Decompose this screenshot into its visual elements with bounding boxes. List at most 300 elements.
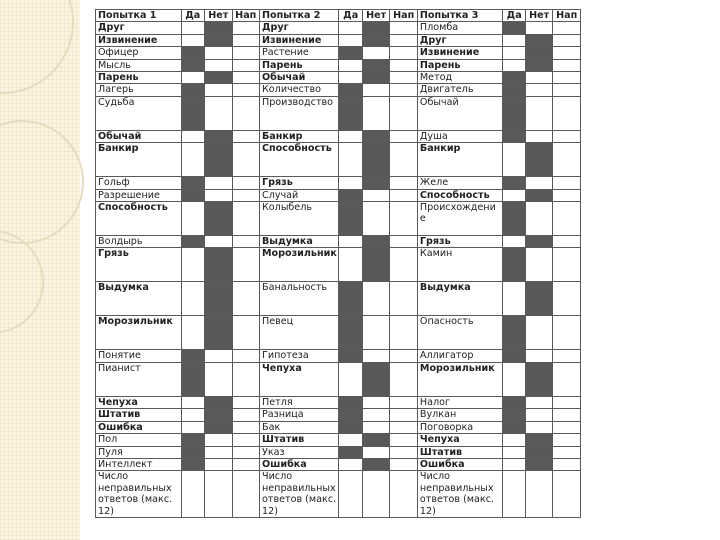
answer-cell [232, 248, 260, 282]
answer-cell [503, 34, 525, 46]
word-cell: Штатив [260, 434, 339, 446]
table-row [96, 130, 581, 142]
answer-cell [205, 177, 233, 189]
word-cell: Желе [417, 177, 503, 189]
answer-cell [390, 236, 418, 248]
answer-cell [339, 362, 362, 396]
filled-answer-cell [205, 248, 233, 282]
answer-cell [553, 130, 581, 142]
word-cell: Штатив [96, 409, 182, 421]
answer-cell [553, 434, 581, 446]
filled-answer-cell [339, 409, 362, 421]
answer-cell [339, 72, 362, 84]
answer-cell [390, 282, 418, 316]
word-cell: Ошибка [417, 458, 503, 470]
table-row [96, 248, 581, 282]
word-cell: Опасность [417, 316, 503, 350]
answer-cell [181, 34, 204, 46]
answer-cell [390, 59, 418, 71]
filled-answer-cell [525, 282, 553, 316]
answer-cell [181, 72, 204, 84]
word-cell: Судьба [96, 96, 182, 130]
filled-answer-cell [503, 350, 525, 362]
table-row [96, 316, 581, 350]
filled-answer-cell [181, 96, 204, 130]
filled-answer-cell [362, 177, 390, 189]
word-cell: Грязь [260, 177, 339, 189]
filled-answer-cell [503, 316, 525, 350]
answer-cell [232, 350, 260, 362]
answer-cell [362, 446, 390, 458]
answer-cell [390, 84, 418, 96]
filled-answer-cell [205, 72, 233, 84]
answer-cell [525, 72, 553, 84]
word-cell: Обычай [96, 130, 182, 142]
answer-cell [553, 316, 581, 350]
answer-cell [390, 202, 418, 236]
filled-answer-cell [181, 84, 204, 96]
filled-answer-cell [181, 458, 204, 470]
footer-label-2: Число неправильных ответов (макс. 12) [260, 471, 339, 518]
word-cell: Метод [417, 72, 503, 84]
word-cell: Вулкан [417, 409, 503, 421]
answer-cell [205, 350, 233, 362]
answer-cell [553, 47, 581, 59]
filled-answer-cell [339, 316, 362, 350]
word-cell: Банкир [260, 130, 339, 142]
word-cell: Друг [260, 22, 339, 34]
filled-answer-cell [503, 22, 525, 34]
word-cell: Интеллект [96, 458, 182, 470]
word-cell: Способность [96, 202, 182, 236]
answer-cell [553, 96, 581, 130]
answer-cell [390, 316, 418, 350]
filled-answer-cell [362, 458, 390, 470]
answer-cell [362, 84, 390, 96]
word-cell: Способность [260, 143, 339, 177]
answer-cell [503, 446, 525, 458]
table-row [96, 236, 581, 248]
answer-cell [525, 177, 553, 189]
filled-answer-cell [339, 350, 362, 362]
filled-answer-cell [362, 34, 390, 46]
answer-cell [553, 421, 581, 433]
filled-answer-cell [525, 236, 553, 248]
word-cell: Налог [417, 396, 503, 408]
word-cell: Бак [260, 421, 339, 433]
answer-cell [339, 471, 362, 518]
word-cell: Офицер [96, 47, 182, 59]
word-cell: Волдырь [96, 236, 182, 248]
answer-cell [553, 202, 581, 236]
answer-cell [181, 316, 204, 350]
answer-cell [553, 350, 581, 362]
answer-cell [362, 47, 390, 59]
answer-cell [390, 362, 418, 396]
filled-answer-cell [362, 59, 390, 71]
word-cell: Мысль [96, 59, 182, 71]
answer-cell [553, 34, 581, 46]
footer-label-1: Число неправильных ответов (макс. 12) [96, 471, 182, 518]
answer-cell [339, 236, 362, 248]
answer-cell [181, 248, 204, 282]
filled-answer-cell [181, 59, 204, 71]
filled-answer-cell [205, 396, 233, 408]
filled-answer-cell [181, 362, 204, 396]
word-cell: Выдумка [96, 282, 182, 316]
answer-cell [232, 236, 260, 248]
answer-cell [205, 362, 233, 396]
filled-answer-cell [525, 434, 553, 446]
answer-cell [232, 72, 260, 84]
answer-cell [390, 177, 418, 189]
table-row [96, 34, 581, 46]
word-cell: Чепуха [417, 434, 503, 446]
footer-label-3: Число неправильных ответов (макс. 12) [417, 471, 503, 518]
word-cell: Друг [417, 34, 503, 46]
answer-cell [390, 96, 418, 130]
word-cell: Аллигатор [417, 350, 503, 362]
answer-cell [553, 143, 581, 177]
filled-answer-cell [503, 202, 525, 236]
answer-cell [525, 421, 553, 433]
word-cell: Количество [260, 84, 339, 96]
filled-answer-cell [503, 248, 525, 282]
answer-cell [390, 350, 418, 362]
table-row [96, 96, 581, 130]
answer-cell [503, 434, 525, 446]
header-no: Нет [362, 10, 390, 22]
filled-answer-cell [339, 189, 362, 201]
word-cell: Пуля [96, 446, 182, 458]
word-cell: Душа [417, 130, 503, 142]
filled-answer-cell [525, 458, 553, 470]
test-answer-table [95, 9, 581, 518]
header-nap: Нап [232, 10, 260, 22]
answer-cell [503, 282, 525, 316]
answer-cell [553, 177, 581, 189]
answer-cell [362, 282, 390, 316]
answer-cell [232, 434, 260, 446]
word-cell: Растение [260, 47, 339, 59]
filled-answer-cell [503, 84, 525, 96]
answer-cell [525, 202, 553, 236]
filled-answer-cell [205, 409, 233, 421]
filled-answer-cell [181, 350, 204, 362]
answer-cell [339, 22, 362, 34]
answer-cell [205, 47, 233, 59]
header-yes: Да [503, 10, 525, 22]
answer-cell [232, 471, 260, 518]
filled-answer-cell [362, 248, 390, 282]
answer-cell [205, 59, 233, 71]
answer-cell [205, 458, 233, 470]
word-cell: Парень [417, 59, 503, 71]
answer-cell [362, 202, 390, 236]
answer-cell [503, 47, 525, 59]
answer-cell [525, 316, 553, 350]
word-cell: Способность [417, 189, 503, 201]
answer-cell [181, 396, 204, 408]
filled-answer-cell [181, 434, 204, 446]
answer-cell [525, 130, 553, 142]
answer-cell [390, 34, 418, 46]
word-cell: Камин [417, 248, 503, 282]
answer-cell [362, 316, 390, 350]
word-cell: Происхождение [417, 202, 503, 236]
answer-cell [525, 96, 553, 130]
filled-answer-cell [525, 446, 553, 458]
answer-cell [553, 362, 581, 396]
answer-cell [232, 130, 260, 142]
header-yes: Да [181, 10, 204, 22]
answer-cell [339, 143, 362, 177]
filled-answer-cell [181, 47, 204, 59]
word-cell: Морозильник [96, 316, 182, 350]
answer-cell [503, 471, 525, 518]
answer-cell [362, 471, 390, 518]
table-header-row [96, 10, 581, 22]
answer-cell [553, 396, 581, 408]
word-cell: Обычай [417, 96, 503, 130]
answer-cell [232, 177, 260, 189]
answer-cell [390, 434, 418, 446]
answer-cell [553, 471, 581, 518]
answer-cell [205, 471, 233, 518]
word-cell: Банкир [417, 143, 503, 177]
word-cell: Указ [260, 446, 339, 458]
filled-answer-cell [503, 130, 525, 142]
word-cell: Обычай [260, 72, 339, 84]
answer-cell [503, 362, 525, 396]
word-cell: Производство [260, 96, 339, 130]
answer-cell [232, 396, 260, 408]
filled-answer-cell [205, 282, 233, 316]
word-cell: Извинение [417, 47, 503, 59]
word-cell: Колыбель [260, 202, 339, 236]
answer-cell [525, 22, 553, 34]
word-cell: Банальность [260, 282, 339, 316]
word-cell: Чепуха [260, 362, 339, 396]
filled-answer-cell [181, 189, 204, 201]
filled-answer-cell [503, 96, 525, 130]
table-row [96, 396, 581, 408]
answer-cell [525, 350, 553, 362]
word-cell: Ошибка [260, 458, 339, 470]
filled-answer-cell [339, 202, 362, 236]
word-cell: Выдумка [260, 236, 339, 248]
word-cell: Случай [260, 189, 339, 201]
table-row [96, 409, 581, 421]
answer-cell [362, 96, 390, 130]
word-cell: Разница [260, 409, 339, 421]
answer-cell [205, 434, 233, 446]
answer-cell [553, 59, 581, 71]
table-row [96, 434, 581, 446]
word-cell: Морозильник [260, 248, 339, 282]
answer-cell [181, 130, 204, 142]
answer-cell [232, 22, 260, 34]
answer-cell [525, 471, 553, 518]
answer-cell [181, 282, 204, 316]
answer-cell [339, 458, 362, 470]
answer-cell [390, 248, 418, 282]
word-cell: Грязь [96, 248, 182, 282]
answer-cell [205, 446, 233, 458]
answer-cell [232, 458, 260, 470]
word-cell: Гипотеза [260, 350, 339, 362]
header-no: Нет [205, 10, 233, 22]
answer-cell [232, 189, 260, 201]
table-row [96, 59, 581, 71]
answer-cell [390, 421, 418, 433]
word-cell: Лагерь [96, 84, 182, 96]
answer-cell [553, 22, 581, 34]
table-row [96, 362, 581, 396]
table-row [96, 22, 581, 34]
answer-cell [553, 458, 581, 470]
filled-answer-cell [205, 202, 233, 236]
word-cell: Пианист [96, 362, 182, 396]
answer-cell [232, 143, 260, 177]
answer-cell [553, 84, 581, 96]
filled-answer-cell [339, 396, 362, 408]
table-row [96, 189, 581, 201]
answer-cell [553, 248, 581, 282]
answer-cell [390, 409, 418, 421]
answer-cell [525, 248, 553, 282]
filled-answer-cell [525, 34, 553, 46]
word-cell: Поговорка [417, 421, 503, 433]
answer-cell [390, 143, 418, 177]
word-cell: Выдумка [417, 282, 503, 316]
answer-cell [205, 236, 233, 248]
filled-answer-cell [362, 236, 390, 248]
answer-cell [525, 84, 553, 96]
filled-answer-cell [362, 130, 390, 142]
answer-cell [553, 236, 581, 248]
answer-cell [553, 282, 581, 316]
answer-cell [232, 316, 260, 350]
filled-answer-cell [181, 236, 204, 248]
word-cell: Двигатель [417, 84, 503, 96]
answer-cell [362, 396, 390, 408]
answer-cell [390, 72, 418, 84]
answer-cell [232, 34, 260, 46]
filled-answer-cell [362, 143, 390, 177]
word-cell: Извинение [96, 34, 182, 46]
table-row [96, 47, 581, 59]
footer-row [96, 471, 581, 518]
answer-cell [362, 421, 390, 433]
answer-cell [503, 143, 525, 177]
answer-cell [553, 189, 581, 201]
word-cell: Грязь [417, 236, 503, 248]
filled-answer-cell [339, 47, 362, 59]
filled-answer-cell [362, 22, 390, 34]
answer-cell [503, 59, 525, 71]
answer-cell [232, 202, 260, 236]
answer-cell [390, 396, 418, 408]
word-cell: Пол [96, 434, 182, 446]
filled-answer-cell [205, 316, 233, 350]
word-cell: Чепуха [96, 396, 182, 408]
answer-cell [525, 396, 553, 408]
answer-cell [339, 434, 362, 446]
answer-cell [232, 282, 260, 316]
word-cell: Парень [96, 72, 182, 84]
filled-answer-cell [205, 34, 233, 46]
table-row [96, 458, 581, 470]
word-cell: Разрешение [96, 189, 182, 201]
word-cell: Извинение [260, 34, 339, 46]
table-row [96, 177, 581, 189]
answer-cell [553, 409, 581, 421]
answer-cell [390, 446, 418, 458]
answer-cell [232, 446, 260, 458]
answer-cell [390, 47, 418, 59]
answer-cell [390, 189, 418, 201]
answer-cell [232, 84, 260, 96]
table-row [96, 421, 581, 433]
answer-cell [390, 471, 418, 518]
header-yes: Да [339, 10, 362, 22]
filled-answer-cell [503, 396, 525, 408]
answer-cell [232, 47, 260, 59]
answer-cell [390, 130, 418, 142]
filled-answer-cell [525, 47, 553, 59]
answer-cell [525, 409, 553, 421]
word-cell: Ошибка [96, 421, 182, 433]
answer-cell [362, 409, 390, 421]
answer-cell [181, 471, 204, 518]
answer-cell [339, 130, 362, 142]
answer-cell [232, 362, 260, 396]
word-cell: Парень [260, 59, 339, 71]
word-cell: Петля [260, 396, 339, 408]
answer-cell [205, 189, 233, 201]
filled-answer-cell [362, 434, 390, 446]
header-no: Нет [525, 10, 553, 22]
header-attempt-1: Попытка 1 [96, 10, 182, 22]
filled-answer-cell [525, 362, 553, 396]
answer-cell [181, 22, 204, 34]
filled-answer-cell [362, 362, 390, 396]
answer-cell [181, 143, 204, 177]
filled-answer-cell [205, 421, 233, 433]
word-cell: Понятие [96, 350, 182, 362]
answer-cell [181, 421, 204, 433]
filled-answer-cell [503, 409, 525, 421]
header-attempt-2: Попытка 2 [260, 10, 339, 22]
word-cell: Гольф [96, 177, 182, 189]
table-row [96, 202, 581, 236]
word-cell: Пломба [417, 22, 503, 34]
table-row [96, 282, 581, 316]
answer-cell [181, 409, 204, 421]
filled-answer-cell [205, 143, 233, 177]
answer-cell [503, 458, 525, 470]
filled-answer-cell [181, 177, 204, 189]
answer-cell [339, 248, 362, 282]
filled-answer-cell [181, 446, 204, 458]
table-body [96, 22, 581, 471]
filled-answer-cell [503, 421, 525, 433]
answer-cell [232, 96, 260, 130]
header-nap: Нап [390, 10, 418, 22]
filled-answer-cell [339, 96, 362, 130]
filled-answer-cell [205, 22, 233, 34]
